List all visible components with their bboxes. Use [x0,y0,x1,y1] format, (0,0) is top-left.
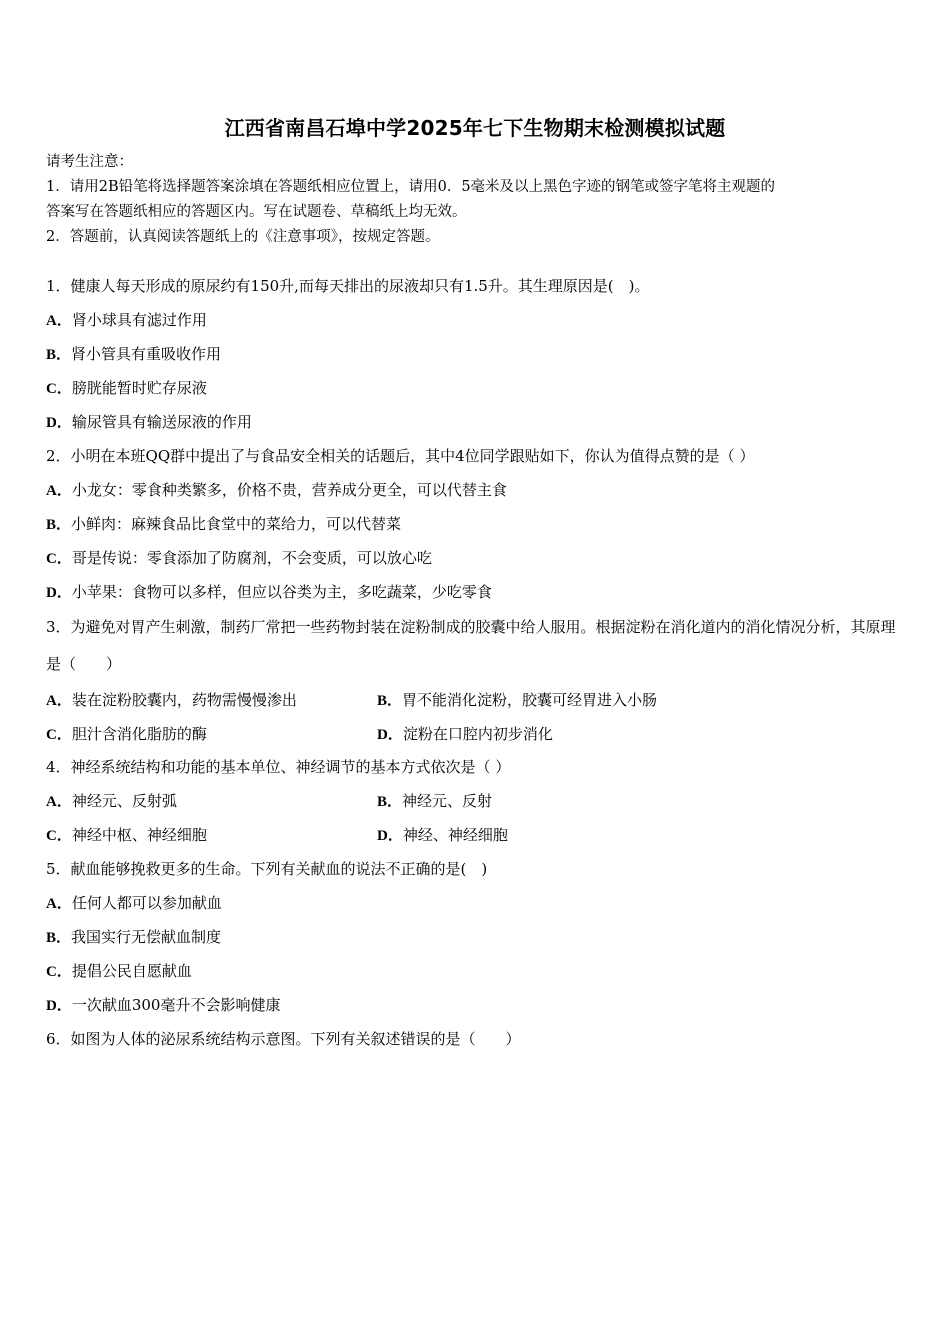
question-stem: 4．神经系统结构和功能的基本单位、神经调节的基本方式依次是（ ） [46,758,511,776]
option-text: 神经元、反射 [402,792,493,810]
option-c[interactable] [46,826,207,844]
option-text: 神经、神经细胞 [402,826,508,844]
question-stem: 6．如图为人体的泌尿系统结构示意图。下列有关叙述错误的是（ ） [46,1030,521,1048]
notice-line-1a: 1．请用2B铅笔将选择题答案涂填在答题纸相应位置上，请用0．5毫米及以上黑色字迹的钢笔或签字笔将主观题的 [46,179,776,195]
option-row [46,717,908,751]
option-key: A． [46,794,72,810]
option-text: 神经元、反射弧 [71,792,177,810]
option-c[interactable] [46,725,207,743]
option-key: A． [46,693,72,709]
option-d[interactable] [377,717,553,752]
option-b[interactable] [46,337,908,371]
question-2 [46,439,908,609]
option-key: C． [46,828,72,844]
option-text: 小龙女：零食种类繁多，价格不贵，营养成分更全，可以代替主食 [71,481,507,499]
option-a[interactable] [46,691,297,709]
option-text: 膀胱能暂时贮存尿液 [71,379,207,397]
option-a[interactable] [46,792,177,810]
option-b[interactable] [377,784,492,819]
option-text: 输尿管具有输送尿液的作用 [71,413,252,431]
option-key: C． [46,381,72,397]
option-d[interactable] [377,818,508,853]
option-key: C． [46,964,72,980]
option-c[interactable] [46,954,908,988]
question-stem: 5．献血能够挽救更多的生命。下列有关献血的说法不正确的是( ) [46,860,488,878]
option-key: B． [377,693,403,709]
option-text: 肾小球具有滤过作用 [71,311,207,329]
option-text: 任何人都可以参加献血 [71,894,222,912]
option-key: A． [46,313,72,329]
option-d[interactable] [46,575,908,609]
notice-line-1b: 答案写在答题纸相应的答题区内。写在试题卷、草稿纸上均无效。 [46,204,467,220]
question-5 [46,852,908,1022]
page-title: 江西省南昌石埠中学2025年七下生物期末检测模拟试题 [224,116,726,140]
option-b[interactable] [46,920,908,954]
question-6 [46,1022,908,1056]
option-key: D． [46,585,72,601]
question-4 [46,750,908,852]
option-key: A． [46,483,72,499]
option-b[interactable] [46,507,908,541]
option-b[interactable] [377,683,657,718]
option-key: C． [46,727,72,743]
option-row [46,784,908,818]
option-text: 胆汁含消化脂肪的酶 [71,725,207,743]
option-row [46,683,908,717]
option-row [46,818,908,852]
option-text: 神经中枢、神经细胞 [71,826,207,844]
notice-heading: 请考生注意： [46,154,133,170]
option-key: B． [46,930,72,946]
option-d[interactable] [46,405,908,439]
option-key: D． [377,727,403,743]
option-a[interactable] [46,473,908,507]
option-a[interactable] [46,303,908,337]
option-c[interactable] [46,371,908,405]
option-key: B． [46,517,72,533]
notice-line-2: 2．答题前，认真阅读答题纸上的《注意事项》，按规定答题。 [46,229,440,245]
question-stem: 3．为避免对胃产生刺激，制药厂常把一些药物封装在淀粉制成的胶囊中给人服用。根据淀粉在消化道内的消化情况分析，其原理是（ ） [46,618,896,673]
option-text: 装在淀粉胶囊内，药物需慢慢渗出 [71,691,297,709]
option-text: 小苹果：食物可以多样，但应以谷类为主，多吃蔬菜，少吃零食 [71,583,492,601]
option-key: B． [46,347,72,363]
option-text: 小鲜肉：麻辣食品比食堂中的菜给力，可以代替菜 [71,515,402,533]
option-text: 胃不能消化淀粉，胶囊可经胃进入小肠 [402,691,658,709]
option-text: 一次献血300毫升不会影响健康 [71,996,281,1014]
option-text: 提倡公民自愿献血 [71,962,192,980]
question-1 [46,269,908,439]
question-stem: 1．健康人每天形成的原尿约有150升,而每天排出的尿液却只有1.5升。其生理原因是( )。 [46,277,650,295]
question-stem: 2．小明在本班QQ群中提出了与食品安全相关的话题后，其中4位同学跟贴如下，你认为值得点赞的是（ ） [46,447,755,465]
option-text: 我国实行无偿献血制度 [71,928,222,946]
option-text: 哥是传说：零食添加了防腐剂，不会变质，可以放心吃 [71,549,432,567]
notice-block [46,150,906,250]
question-3 [46,609,908,751]
option-key: B． [377,794,403,810]
option-key: C． [46,551,72,567]
option-key: D． [377,828,403,844]
option-text: 淀粉在口腔内初步消化 [402,725,553,743]
option-key: D． [46,998,72,1014]
option-key: A． [46,896,72,912]
option-text: 肾小管具有重吸收作用 [71,345,222,363]
option-d[interactable] [46,988,908,1022]
option-a[interactable] [46,886,908,920]
option-c[interactable] [46,541,908,575]
option-key: D． [46,415,72,431]
